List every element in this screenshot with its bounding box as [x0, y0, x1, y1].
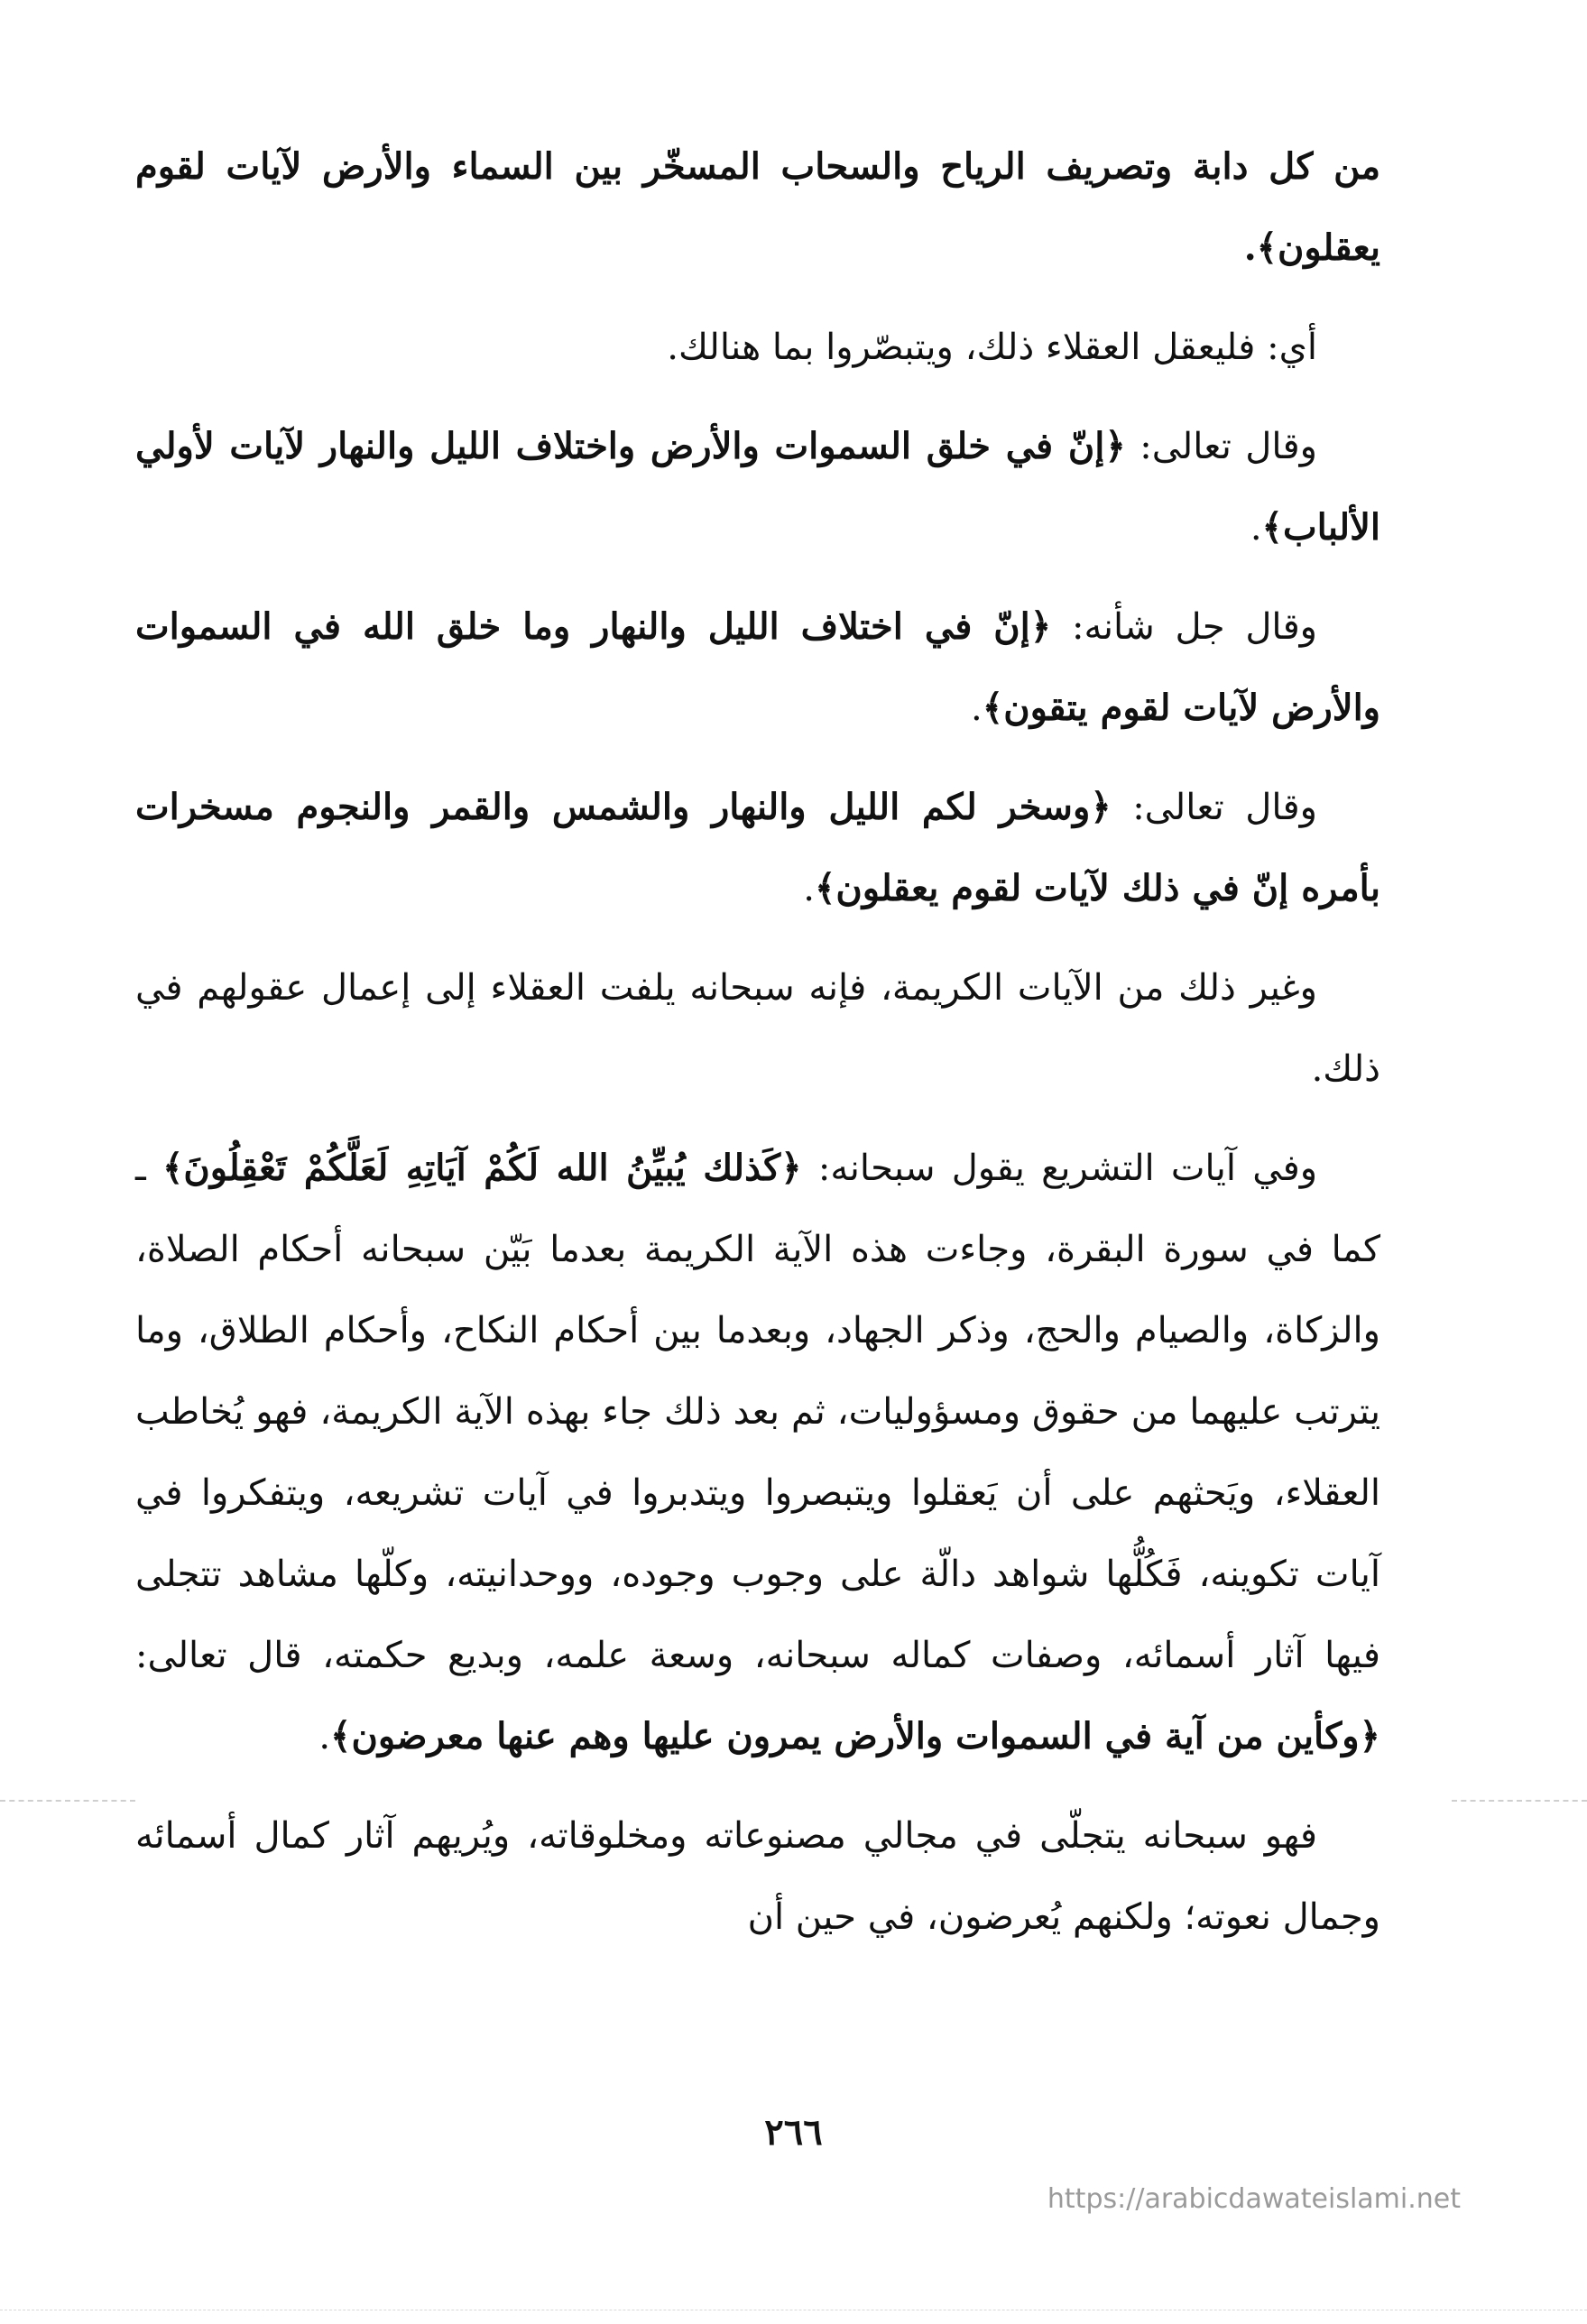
quran-verse-text: ﴿وكأين من آية في السموات والأرض يمرون عليها وهم عنها معرضون﴾: [330, 1715, 1380, 1757]
body-text: .: [803, 868, 815, 909]
body-text: أي: فليعقل العقلاء ذلك، ويتبصّروا بما هنالك.: [667, 327, 1317, 368]
paragraph: [135, 586, 1380, 749]
body-text: فهو سبحانه يتجلّى في مجالي مصنوعاته ومخلوقاته، ويُريهم آثار كمال أسمائه وجمال نعوته؛ ولكنهم يُعرضون، في حين أن: [135, 1815, 1380, 1938]
body-text: .: [1250, 507, 1262, 549]
body-text: وفي آيات التشريع يقول سبحانه:: [801, 1148, 1318, 1189]
quran-verse-text: ﴿وسخر لكم الليل والنهار والشمس والقمر والنجوم مسخرات بأمره إنّ في ذلك لآيات لقوم يعقلون﴾: [135, 786, 1380, 909]
quran-verse-text: ﴿كَذلك يُبيِّنُ الله لَكُمْ آيَاتِهِ لَعَلَّكُمْ تَعْقِلُونَ﴾: [161, 1147, 802, 1189]
paragraph: [135, 947, 1380, 1110]
page-body: [135, 126, 1380, 2183]
paragraph: [135, 406, 1380, 568]
watermark-url: https://arabicdawateislami.net: [1047, 2183, 1461, 2215]
scan-edge-mark-right: [1452, 1800, 1587, 1802]
body-text: وغير ذلك من الآيات الكريمة، فإنه سبحانه يلفت العقلاء إلى إعمال عقولهم في ذلك.: [135, 967, 1380, 1090]
body-text: .: [971, 687, 983, 729]
quran-verse-text: من كل دابة وتصريف الرياح والسحاب المسخّر بين السماء والأرض لآيات لقوم يعقلون﴾.: [135, 145, 1380, 269]
quran-verse-text: ﴿إنّ في اختلاف الليل والنهار وما خلق الله في السموات والأرض لآيات لقوم يتقون﴾: [135, 605, 1380, 729]
paragraph: [135, 1128, 1380, 1777]
paragraph: [135, 307, 1380, 388]
paragraph: [135, 126, 1380, 289]
scan-edge-mark-left: [0, 1800, 135, 1802]
body-text: وقال تعالى:: [1111, 787, 1317, 828]
body-text: وقال تعالى:: [1125, 426, 1317, 467]
paragraph: [135, 767, 1380, 929]
body-text: ـ كما في سورة البقرة، وجاءت هذه الآية الكريمة بعدما بَيّن سبحانه أحكام الصلاة، والزكاة، والصيام والحج، وذكر الجهاد، وبعدما بين أحكام النكاح، وأحكام الطلاق، وما يترتب عليهما من حقوق ومسؤوليات، ثم بعد ذلك جاء بهذه الآية الكريمة، فهو يُخاطب العقلاء، ويَحثهم على أن يَعقلوا ويتبصروا ويتدبروا في آيات تشريعه، ويتفكروا في آيات تكوينه، فَكُلُّها شواهد دالّة على وجوب وجوده، ووحدانيته، وكلّها مشاهد تتجلى فيها آثار أسمائه، وصفات كماله سبحانه، وسعة علمه، وبديع حكمته، قال تعالى:: [135, 1148, 1380, 1676]
body-text: .: [318, 1716, 331, 1757]
paragraph: [135, 1795, 1380, 1958]
quran-verse-text: ﴿إنّ في خلق السموات والأرض واختلاف الليل والنهار لآيات لأولي الألباب﴾: [135, 425, 1380, 549]
body-text: وقال جل شأنه:: [1051, 606, 1318, 648]
page-number: ٢٦٦: [764, 2111, 823, 2153]
